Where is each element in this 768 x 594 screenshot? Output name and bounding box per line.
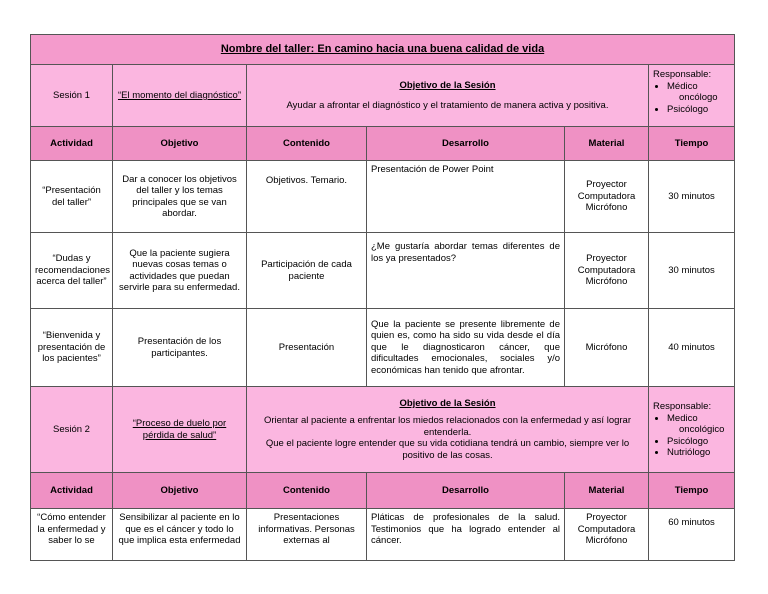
session2-name-cell <box>113 387 247 473</box>
header-tiempo: Tiempo <box>649 473 735 509</box>
responsible-item-continuation: oncológico <box>679 424 725 436</box>
title-row <box>31 35 735 65</box>
session1-header-row <box>31 65 735 127</box>
cell-contenido: Participación de cada paciente <box>247 233 367 309</box>
session2-responsible-list <box>653 413 730 459</box>
column-header-row <box>31 473 735 509</box>
cell-desarrollo: ¿Me gustaría abordar temas diferentes de los ya presentados? <box>367 233 565 309</box>
header-material: Material <box>565 127 649 161</box>
session1-name-cell <box>113 65 247 127</box>
header-desarrollo: Desarrollo <box>367 473 565 509</box>
cell-contenido: Objetivos. Temario. <box>247 161 367 233</box>
session2-label: Sesión 2 <box>31 387 113 473</box>
header-objetivo: Objetivo <box>113 127 247 161</box>
workshop-title-cell <box>31 35 735 65</box>
cell-objetivo: Dar a conocer los objetivos del taller y los temas principales que se van abordar. <box>113 161 247 233</box>
responsible-item: • Medico <box>667 413 730 425</box>
session1-label: Sesión 1 <box>31 65 113 127</box>
cell-objetivo: Presentación de los participantes. <box>113 309 247 387</box>
table-row <box>31 309 735 387</box>
session1-name: “El momento del diagnóstico” <box>117 89 242 101</box>
cell-actividad: “Dudas y recomendaciones acerca del taller” <box>31 233 113 309</box>
responsible-item: • Psicólogo <box>667 436 730 448</box>
column-header-row <box>31 127 735 161</box>
cell-objetivo: Sensibilizar al paciente en lo que es el cáncer y todo lo que implica esta enfermedad <box>113 509 247 561</box>
cell-desarrollo: Pláticas de profesionales de la salud. Testimonios que ha logrado entender al cáncer. <box>367 509 565 561</box>
session2-header-row <box>31 387 735 473</box>
cell-material: Proyector Computadora Micrófono <box>565 161 649 233</box>
session1-objective-text: Ayudar a afrontar el diagnóstico y el tratamiento de manera activa y positiva. <box>286 99 609 111</box>
table-row <box>31 161 735 233</box>
table-row <box>31 509 735 561</box>
header-desarrollo: Desarrollo <box>367 127 565 161</box>
session2-name: “Proceso de duelo por pérdida de salud” <box>132 418 227 441</box>
cell-tiempo: 30 minutos <box>649 161 735 233</box>
cell-desarrollo: Presentación de Power Point <box>367 161 565 233</box>
session2-objective-cell <box>247 387 649 473</box>
cell-tiempo: 60 minutos <box>649 509 735 561</box>
cell-material: Proyector Computadora Micrófono <box>565 233 649 309</box>
session2-objective-text-2: Que el paciente logre entender que su vida cotidiana tendrá un cambio, siempre ver lo positivo de las cosas. <box>265 438 630 461</box>
header-actividad: Actividad <box>31 473 113 509</box>
responsible-item-continuation: oncólogo <box>679 92 718 103</box>
cell-material: Proyector Computadora Micrófono <box>565 509 649 561</box>
cell-actividad: “Presentación del taller” <box>31 161 113 233</box>
cell-objetivo: Que la paciente sugiera nuevas cosas temas o actividades que puedan servirle para su enfermedad. <box>113 233 247 309</box>
cell-tiempo: 30 minutos <box>649 233 735 309</box>
cell-desarrollo: Que la paciente se presente libremente de quien es, como ha sido su vida desde el día que le diagnosticaron cáncer, que dificultades emocionales, sociales y/o económicas han tenido que afrontar. <box>367 309 565 387</box>
workshop-table <box>30 34 735 561</box>
cell-contenido: Presentaciones informativas. Personas externas al <box>247 509 367 561</box>
workshop-title: Nombre del taller: En camino hacia una buena calidad de vida <box>220 42 545 55</box>
responsible-item: • Médico <box>667 81 730 93</box>
session1-responsible-list <box>653 81 730 116</box>
session1-responsible-label: Responsable: <box>653 69 712 80</box>
header-contenido: Contenido <box>247 127 367 161</box>
header-material: Material <box>565 473 649 509</box>
cell-tiempo: 40 minutos <box>649 309 735 387</box>
session1-responsible-cell <box>649 65 735 127</box>
cell-material: Micrófono <box>565 309 649 387</box>
header-objetivo: Objetivo <box>113 473 247 509</box>
table-row <box>31 233 735 309</box>
cell-contenido: Presentación <box>247 309 367 387</box>
responsible-item: • Psicólogo <box>667 104 730 116</box>
session2-objective-text-1: Orientar al paciente a enfrentar los miedos relacionados con la enfermedad y así lograr entenderla. <box>263 415 631 438</box>
session1-objective-heading: Objetivo de la Sesión <box>399 80 496 91</box>
header-tiempo: Tiempo <box>649 127 735 161</box>
session1-objective-cell <box>247 65 649 127</box>
session2-responsible-cell <box>649 387 735 473</box>
cell-actividad: “Cómo entender la enfermedad y saber lo se <box>31 509 113 561</box>
header-contenido: Contenido <box>247 473 367 509</box>
session2-responsible-label: Responsable: <box>653 401 712 413</box>
session2-objective-heading: Objetivo de la Sesión <box>399 397 496 409</box>
responsible-item: • Nutriólogo <box>667 447 730 459</box>
cell-actividad: “Bienvenida y presentación de los pacientes” <box>31 309 113 387</box>
header-actividad: Actividad <box>31 127 113 161</box>
